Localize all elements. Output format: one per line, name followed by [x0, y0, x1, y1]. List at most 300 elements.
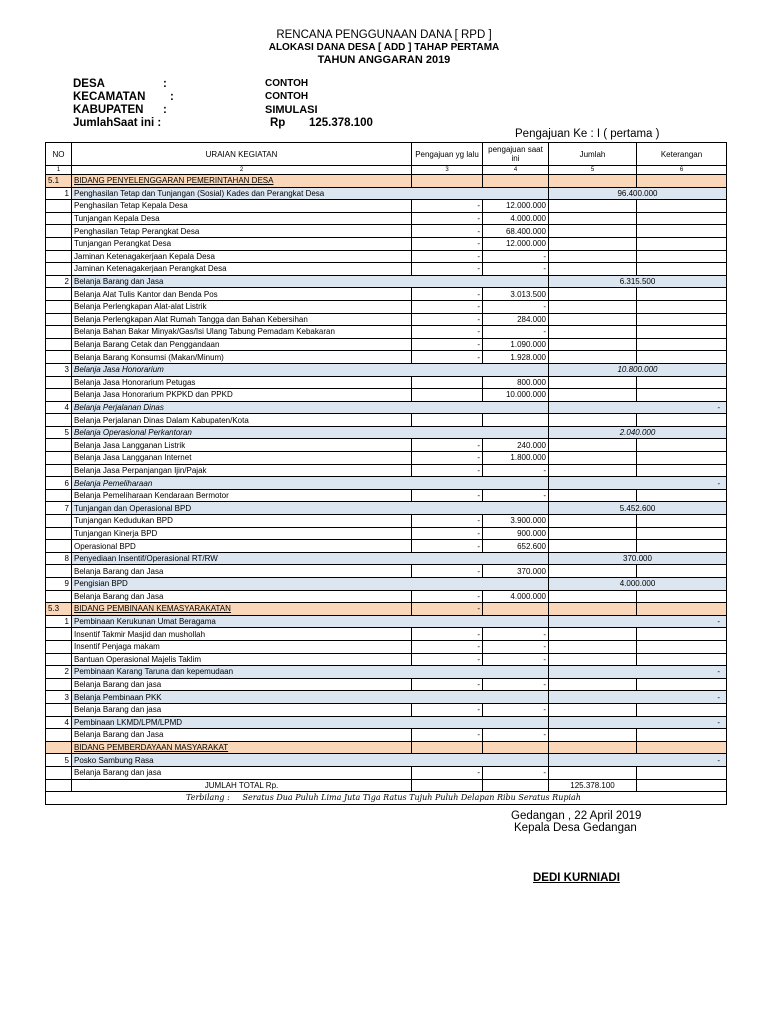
row-number — [46, 300, 72, 313]
jumlah-cell — [549, 452, 637, 465]
col-num: 6 — [637, 166, 727, 175]
pengajuan-lalu-cell: - — [412, 338, 483, 351]
row-number: 5.3 — [46, 603, 72, 616]
table-row — [46, 489, 727, 502]
table-row — [46, 338, 727, 351]
pengajuan-ini-cell: - — [483, 263, 549, 276]
keterangan-cell — [637, 250, 727, 263]
row-number — [46, 590, 72, 603]
jumlah-cell — [549, 175, 637, 188]
row-number — [46, 653, 72, 666]
pengajuan-ini-cell: 1.800.000 — [483, 452, 549, 465]
pengajuan-lalu-cell — [412, 741, 483, 754]
subsection-row — [46, 426, 727, 439]
table-row — [46, 250, 727, 263]
table-row — [46, 389, 727, 402]
desa-colon: : — [163, 78, 167, 90]
pengajuan-lalu-cell: - — [412, 766, 483, 779]
pengajuan-lalu-cell: - — [412, 729, 483, 742]
table-row — [46, 565, 727, 578]
uraian-cell: Jaminan Ketenagakerjaan Perangkat Desa — [72, 263, 412, 276]
row-number: 5.1 — [46, 175, 72, 188]
jumlah-cell — [549, 741, 637, 754]
table-row — [46, 452, 727, 465]
currency-label: Rp — [270, 117, 286, 129]
desa-label: DESA — [73, 78, 105, 90]
keterangan-cell — [637, 628, 727, 641]
row-number — [46, 464, 72, 477]
pengajuan-lalu-cell: - — [412, 452, 483, 465]
section-row — [46, 741, 727, 754]
pengajuan-lalu-cell: - — [412, 313, 483, 326]
uraian-cell: Belanja Pemeliharaan Kendaraan Bermotor — [72, 489, 412, 502]
subsection-row — [46, 615, 727, 628]
keterangan-cell — [637, 515, 727, 528]
jumlah-cell — [549, 200, 637, 213]
pengajuan-ini-cell: - — [483, 628, 549, 641]
row-number: 5 — [46, 754, 72, 767]
row-number: 5 — [46, 426, 72, 439]
subsection-row — [46, 477, 727, 490]
row-number — [46, 288, 72, 301]
jumlah-cell: 10.800.000 — [549, 363, 727, 376]
subsection-row — [46, 502, 727, 515]
jumlah-cell: - — [549, 401, 727, 414]
table-row — [46, 515, 727, 528]
subsection-title: Belanja Barang dan Jasa — [72, 275, 549, 288]
pengajuan-ini-cell: - — [483, 250, 549, 263]
total-row — [46, 779, 727, 792]
jumlah-cell — [549, 590, 637, 603]
kabupaten-label: KABUPATEN — [73, 104, 144, 116]
uraian-cell: Insentif Takmir Masjid dan mushollah — [72, 628, 412, 641]
pengajuan-lalu-cell: - — [412, 489, 483, 502]
subsection-row — [46, 275, 727, 288]
budget-year: TAHUN ANGGARAN 2019 — [317, 54, 451, 66]
uraian-cell: Belanja Barang Cetak dan Penggandaan — [72, 338, 412, 351]
pengajuan-lalu-cell: - — [412, 628, 483, 641]
jumlah-cell: 2.040.000 — [549, 426, 727, 439]
pengajuan-lalu-cell: - — [412, 603, 483, 616]
table-row — [46, 439, 727, 452]
subsection-title: Penyediaan Insentif/Operasional RT/RW — [72, 552, 549, 565]
pengajuan-lalu-cell: - — [412, 263, 483, 276]
uraian-cell: Operasional BPD — [72, 540, 412, 553]
pengajuan-lalu-cell: - — [412, 439, 483, 452]
jumlah-cell — [549, 628, 637, 641]
table-row — [46, 351, 727, 364]
jumlah-cell: 4.000.000 — [549, 578, 727, 591]
row-number: 1 — [46, 615, 72, 628]
subsection-row — [46, 552, 727, 565]
uraian-cell: Tunjangan Kedudukan BPD — [72, 515, 412, 528]
pengajuan-ini-cell: 1.928.000 — [483, 351, 549, 364]
keterangan-cell — [637, 527, 727, 540]
subsection-title: Pembinaan Karang Taruna dan kepemudaan — [72, 666, 549, 679]
jumlah-cell — [549, 439, 637, 452]
row-number — [46, 263, 72, 276]
keterangan-cell — [637, 603, 727, 616]
keterangan-cell — [637, 326, 727, 339]
table-row — [46, 527, 727, 540]
pengajuan-ini-cell: - — [483, 653, 549, 666]
row-number — [46, 489, 72, 502]
uraian-cell: Belanja Barang Konsumsi (Makan/Minum) — [72, 351, 412, 364]
jumlah-cell: 370.000 — [549, 552, 727, 565]
pengajuan-ini-cell: - — [483, 766, 549, 779]
row-number — [46, 212, 72, 225]
col-header-ini: pengajuan saat ini — [483, 143, 549, 166]
uraian-cell: Belanja Barang dan jasa — [72, 766, 412, 779]
uraian-cell: Belanja Jasa Honorarium PKPKD dan PPKD — [72, 389, 412, 402]
jumlah-cell — [549, 300, 637, 313]
keterangan-cell — [637, 653, 727, 666]
table-row — [46, 263, 727, 276]
row-number: 3 — [46, 691, 72, 704]
jumlah-cell — [549, 389, 637, 402]
jumlah-cell — [549, 527, 637, 540]
pengajuan-lalu-cell: - — [412, 250, 483, 263]
keterangan-cell — [637, 300, 727, 313]
row-number — [46, 326, 72, 339]
kecamatan-value: CONTOH — [265, 91, 309, 102]
uraian-cell: Belanja Barang dan Jasa — [72, 590, 412, 603]
terbilang-value: Seratus Dua Puluh Lima Juta Tiga Ratus Tujuh Puluh Delapan Ribu Seratus Rupiah — [242, 793, 581, 803]
table-row — [46, 376, 727, 389]
pengajuan-ini-cell: - — [483, 703, 549, 716]
keterangan-cell — [637, 590, 727, 603]
pengajuan-ini-cell: 10.000.000 — [483, 389, 549, 402]
subsection-row — [46, 578, 727, 591]
row-number: 2 — [46, 666, 72, 679]
pengajuan-lalu-cell — [412, 175, 483, 188]
col-num: 4 — [483, 166, 549, 175]
uraian-cell: Insentif Penjaga makam — [72, 640, 412, 653]
uraian-cell: Belanja Alat Tulis Kantor dan Benda Pos — [72, 288, 412, 301]
keterangan-cell — [637, 452, 727, 465]
row-number: 9 — [46, 578, 72, 591]
uraian-cell: Penghasilan Tetap Kepala Desa — [72, 200, 412, 213]
jumlah-cell: - — [549, 754, 727, 767]
keterangan-cell — [637, 389, 727, 402]
kabupaten-colon: : — [163, 104, 167, 116]
uraian-cell: Belanja Jasa Langganan Listrik — [72, 439, 412, 452]
row-number: 1 — [46, 187, 72, 200]
pengajuan-ini-cell: 1.090.000 — [483, 338, 549, 351]
subsection-title: Belanja Pemeliharaan — [72, 477, 549, 490]
keterangan-cell — [637, 225, 727, 238]
row-number — [46, 376, 72, 389]
pengajuan-ini-cell: - — [483, 489, 549, 502]
subsection-row — [46, 401, 727, 414]
jumlah-cell — [549, 338, 637, 351]
table-row — [46, 766, 727, 779]
section-row — [46, 603, 727, 616]
row-number — [46, 741, 72, 754]
keterangan-cell — [637, 376, 727, 389]
keterangan-cell — [637, 565, 727, 578]
pengajuan-ini-cell — [483, 603, 549, 616]
pengajuan-ini-cell: 3.013.500 — [483, 288, 549, 301]
subsection-row — [46, 187, 727, 200]
pengajuan-lalu-cell: - — [412, 326, 483, 339]
pengajuan-ini-cell: - — [483, 326, 549, 339]
row-number — [46, 565, 72, 578]
keterangan-cell — [637, 288, 727, 301]
jumlah-cell: - — [549, 716, 727, 729]
subsection-title: Belanja Perjalanan Dinas — [72, 401, 549, 414]
pengajuan-lalu-cell: - — [412, 515, 483, 528]
pengajuan-ini-cell — [483, 175, 549, 188]
row-number — [46, 766, 72, 779]
rpd-table — [45, 142, 727, 805]
table-header-row — [46, 143, 727, 166]
subsection-title: Belanja Jasa Honorarium — [72, 363, 549, 376]
pengajuan-lalu-cell: - — [412, 590, 483, 603]
desa-value: CONTOH — [265, 78, 309, 89]
jumlah-cell — [549, 237, 637, 250]
row-number — [46, 313, 72, 326]
subsection-title: Posko Sambung Rasa — [72, 754, 549, 767]
pengajuan-lalu-cell: - — [412, 653, 483, 666]
row-number — [46, 628, 72, 641]
jumlah-cell — [549, 351, 637, 364]
jumlah-cell: - — [549, 477, 727, 490]
document-title: RENCANA PENGGUNAAN DANA [ RPD ] — [276, 29, 492, 41]
keterangan-cell — [637, 263, 727, 276]
table-row — [46, 313, 727, 326]
row-number: 8 — [46, 552, 72, 565]
row-number — [46, 250, 72, 263]
pengajuan-ini-cell: 68.400.000 — [483, 225, 549, 238]
jumlah-cell — [549, 729, 637, 742]
uraian-cell: Belanja Perlengkapan Alat-alat Listrik — [72, 300, 412, 313]
pengajuan-lalu-cell: - — [412, 237, 483, 250]
row-number — [46, 678, 72, 691]
pengajuan-ini-cell: 370.000 — [483, 565, 549, 578]
pengajuan-lalu-cell: - — [412, 200, 483, 213]
jumlah-cell — [549, 640, 637, 653]
pengajuan-lalu-cell — [412, 414, 483, 427]
row-number: 4 — [46, 716, 72, 729]
uraian-cell: Belanja Jasa Langganan Internet — [72, 452, 412, 465]
table-row — [46, 212, 727, 225]
pengajuan-ini-cell: 4.000.000 — [483, 590, 549, 603]
pengajuan-lalu-cell: - — [412, 527, 483, 540]
table-number-row — [46, 166, 727, 175]
jumlah-cell: - — [549, 666, 727, 679]
jumlah-cell — [549, 263, 637, 276]
pengajuan-ini-cell: - — [483, 678, 549, 691]
row-number — [46, 200, 72, 213]
uraian-cell: Tunjangan Kinerja BPD — [72, 527, 412, 540]
row-number: 7 — [46, 502, 72, 515]
row-number — [46, 640, 72, 653]
uraian-cell: Penghasilan Tetap Perangkat Desa — [72, 225, 412, 238]
table-row — [46, 540, 727, 553]
pengajuan-lalu-cell — [412, 389, 483, 402]
jumlah-cell — [549, 225, 637, 238]
jumlah-cell — [549, 489, 637, 502]
pengajuan-ini-cell: 3.900.000 — [483, 515, 549, 528]
row-number: 2 — [46, 275, 72, 288]
keterangan-cell — [637, 678, 727, 691]
subsection-title: Pembinaan Kerukunan Umat Beragama — [72, 615, 549, 628]
signature-position: Kepala Desa Gedangan — [514, 822, 637, 834]
jumlah-cell — [549, 678, 637, 691]
jumlah-cell — [549, 515, 637, 528]
keterangan-cell — [637, 237, 727, 250]
kecamatan-label: KECAMATAN — [73, 91, 146, 103]
jumlah-cell — [549, 464, 637, 477]
table-row — [46, 326, 727, 339]
subsection-title: Penghasilan Tetap dan Tunjangan (Sosial) Kades dan Perangkat Desa — [72, 187, 549, 200]
uraian-cell: Belanja Barang dan Jasa — [72, 729, 412, 742]
table-row — [46, 288, 727, 301]
jumlah-cell — [549, 540, 637, 553]
jumlah-cell — [549, 603, 637, 616]
table-row — [46, 237, 727, 250]
uraian-cell: Tunjangan Perangkat Desa — [72, 237, 412, 250]
table-row — [46, 640, 727, 653]
uraian-cell: Belanja Barang dan jasa — [72, 703, 412, 716]
row-number: 3 — [46, 363, 72, 376]
row-number — [46, 452, 72, 465]
pengajuan-lalu-cell: - — [412, 300, 483, 313]
keterangan-cell — [637, 313, 727, 326]
subsection-title: Belanja Pembinaan PKK — [72, 691, 549, 704]
subsection-title: Pembinaan LKMD/LPM/LPMD — [72, 716, 549, 729]
signature-place-date: Gedangan , 22 April 2019 — [511, 810, 642, 822]
table-row — [46, 414, 727, 427]
pengajuan-lalu-cell: - — [412, 225, 483, 238]
keterangan-cell — [637, 200, 727, 213]
pengajuan-lalu-cell: - — [412, 703, 483, 716]
uraian-cell: Bantuan Operasional Majelis Taklim — [72, 653, 412, 666]
jumlah-cell: - — [549, 691, 727, 704]
keterangan-cell — [637, 338, 727, 351]
row-number — [46, 703, 72, 716]
keterangan-cell — [637, 351, 727, 364]
row-number — [46, 351, 72, 364]
keterangan-cell — [637, 464, 727, 477]
keterangan-cell — [637, 703, 727, 716]
col-num: 5 — [549, 166, 637, 175]
pengajuan-lalu-cell: - — [412, 640, 483, 653]
uraian-cell: Belanja Jasa Honorarium Petugas — [72, 376, 412, 389]
document-subtitle: ALOKASI DANA DESA [ ADD ] TAHAP PERTAMA — [268, 42, 500, 53]
col-header-jumlah: Jumlah — [549, 143, 637, 166]
jumlah-cell — [549, 376, 637, 389]
keterangan-cell — [637, 414, 727, 427]
jumlah-cell — [549, 703, 637, 716]
section-row — [46, 175, 727, 188]
keterangan-cell — [637, 175, 727, 188]
keterangan-cell — [637, 439, 727, 452]
section-title: BIDANG PEMBINAAN KEMASYARAKATAN — [72, 603, 412, 616]
row-number — [46, 414, 72, 427]
pengajuan-ini-cell: - — [483, 640, 549, 653]
uraian-cell: Belanja Barang dan jasa — [72, 678, 412, 691]
pengajuan-ini-cell: 284.000 — [483, 313, 549, 326]
keterangan-cell — [637, 729, 727, 742]
col-num: 2 — [72, 166, 412, 175]
table-row — [46, 678, 727, 691]
pengajuan-ini-cell: - — [483, 464, 549, 477]
uraian-cell: Belanja Perlengkapan Alat Rumah Tangga dan Bahan Kebersihan — [72, 313, 412, 326]
jumlah-cell — [549, 653, 637, 666]
row-number — [46, 439, 72, 452]
jumlah-cell — [549, 326, 637, 339]
subsection-row — [46, 754, 727, 767]
uraian-cell: Tunjangan Kepala Desa — [72, 212, 412, 225]
col-num: 1 — [46, 166, 72, 175]
table-row — [46, 464, 727, 477]
row-number — [46, 237, 72, 250]
jumlah-cell — [549, 766, 637, 779]
jumlah-cell: - — [549, 615, 727, 628]
subsection-row — [46, 716, 727, 729]
subsection-row — [46, 666, 727, 679]
keterangan-cell — [637, 540, 727, 553]
row-number — [46, 515, 72, 528]
keterangan-cell — [637, 640, 727, 653]
pengajuan-ini-cell: - — [483, 729, 549, 742]
col-header-no: NO — [46, 143, 72, 166]
row-number — [46, 225, 72, 238]
pengajuan-lalu-cell: - — [412, 464, 483, 477]
jumlah-cell: 96.400.000 — [549, 187, 727, 200]
row-number — [46, 527, 72, 540]
table-row — [46, 729, 727, 742]
uraian-cell: Belanja Jasa Perpanjangan Ijin/Pajak — [72, 464, 412, 477]
jumlah-label: JumlahSaat ini : — [73, 117, 162, 129]
pengajuan-ini-cell: 652.600 — [483, 540, 549, 553]
section-title: BIDANG PENYELENGGARAN PEMERINTAHAN DESA — [72, 175, 412, 188]
subsection-row — [46, 363, 727, 376]
table-row — [46, 628, 727, 641]
row-number: 4 — [46, 401, 72, 414]
table-row — [46, 300, 727, 313]
table-row — [46, 653, 727, 666]
table-row — [46, 225, 727, 238]
jumlah-cell — [549, 288, 637, 301]
pengajuan-ini-cell — [483, 414, 549, 427]
jumlah-cell — [549, 414, 637, 427]
col-num: 3 — [412, 166, 483, 175]
jumlah-value: 125.378.100 — [309, 117, 373, 129]
total-label: JUMLAH TOTAL Rp. — [72, 779, 412, 792]
subsection-title: Belanja Operasional Perkantoran — [72, 426, 549, 439]
row-number — [46, 389, 72, 402]
pengajuan-ini-cell: 800.000 — [483, 376, 549, 389]
keterangan-cell — [637, 212, 727, 225]
section-title: BIDANG PEMBERDAYAAN MASYARAKAT — [72, 741, 412, 754]
jumlah-cell: 6.315.500 — [549, 275, 727, 288]
terbilang-label: Terbilang : — [186, 793, 230, 803]
kabupaten-value: SIMULASI — [265, 104, 318, 116]
jumlah-cell — [549, 212, 637, 225]
pengajuan-ini-cell: 240.000 — [483, 439, 549, 452]
subsection-title: Tunjangan dan Operasional BPD — [72, 502, 549, 515]
uraian-cell: Belanja Bahan Bakar Minyak/Gas/Isi Ulang Tabung Pemadam Kebakaran — [72, 326, 412, 339]
table-row — [46, 703, 727, 716]
subsection-title: Pengisian BPD — [72, 578, 549, 591]
pengajuan-lalu-cell: - — [412, 540, 483, 553]
jumlah-cell — [549, 565, 637, 578]
uraian-cell: Jaminan Ketenagakerjaan Kepala Desa — [72, 250, 412, 263]
table-row — [46, 200, 727, 213]
